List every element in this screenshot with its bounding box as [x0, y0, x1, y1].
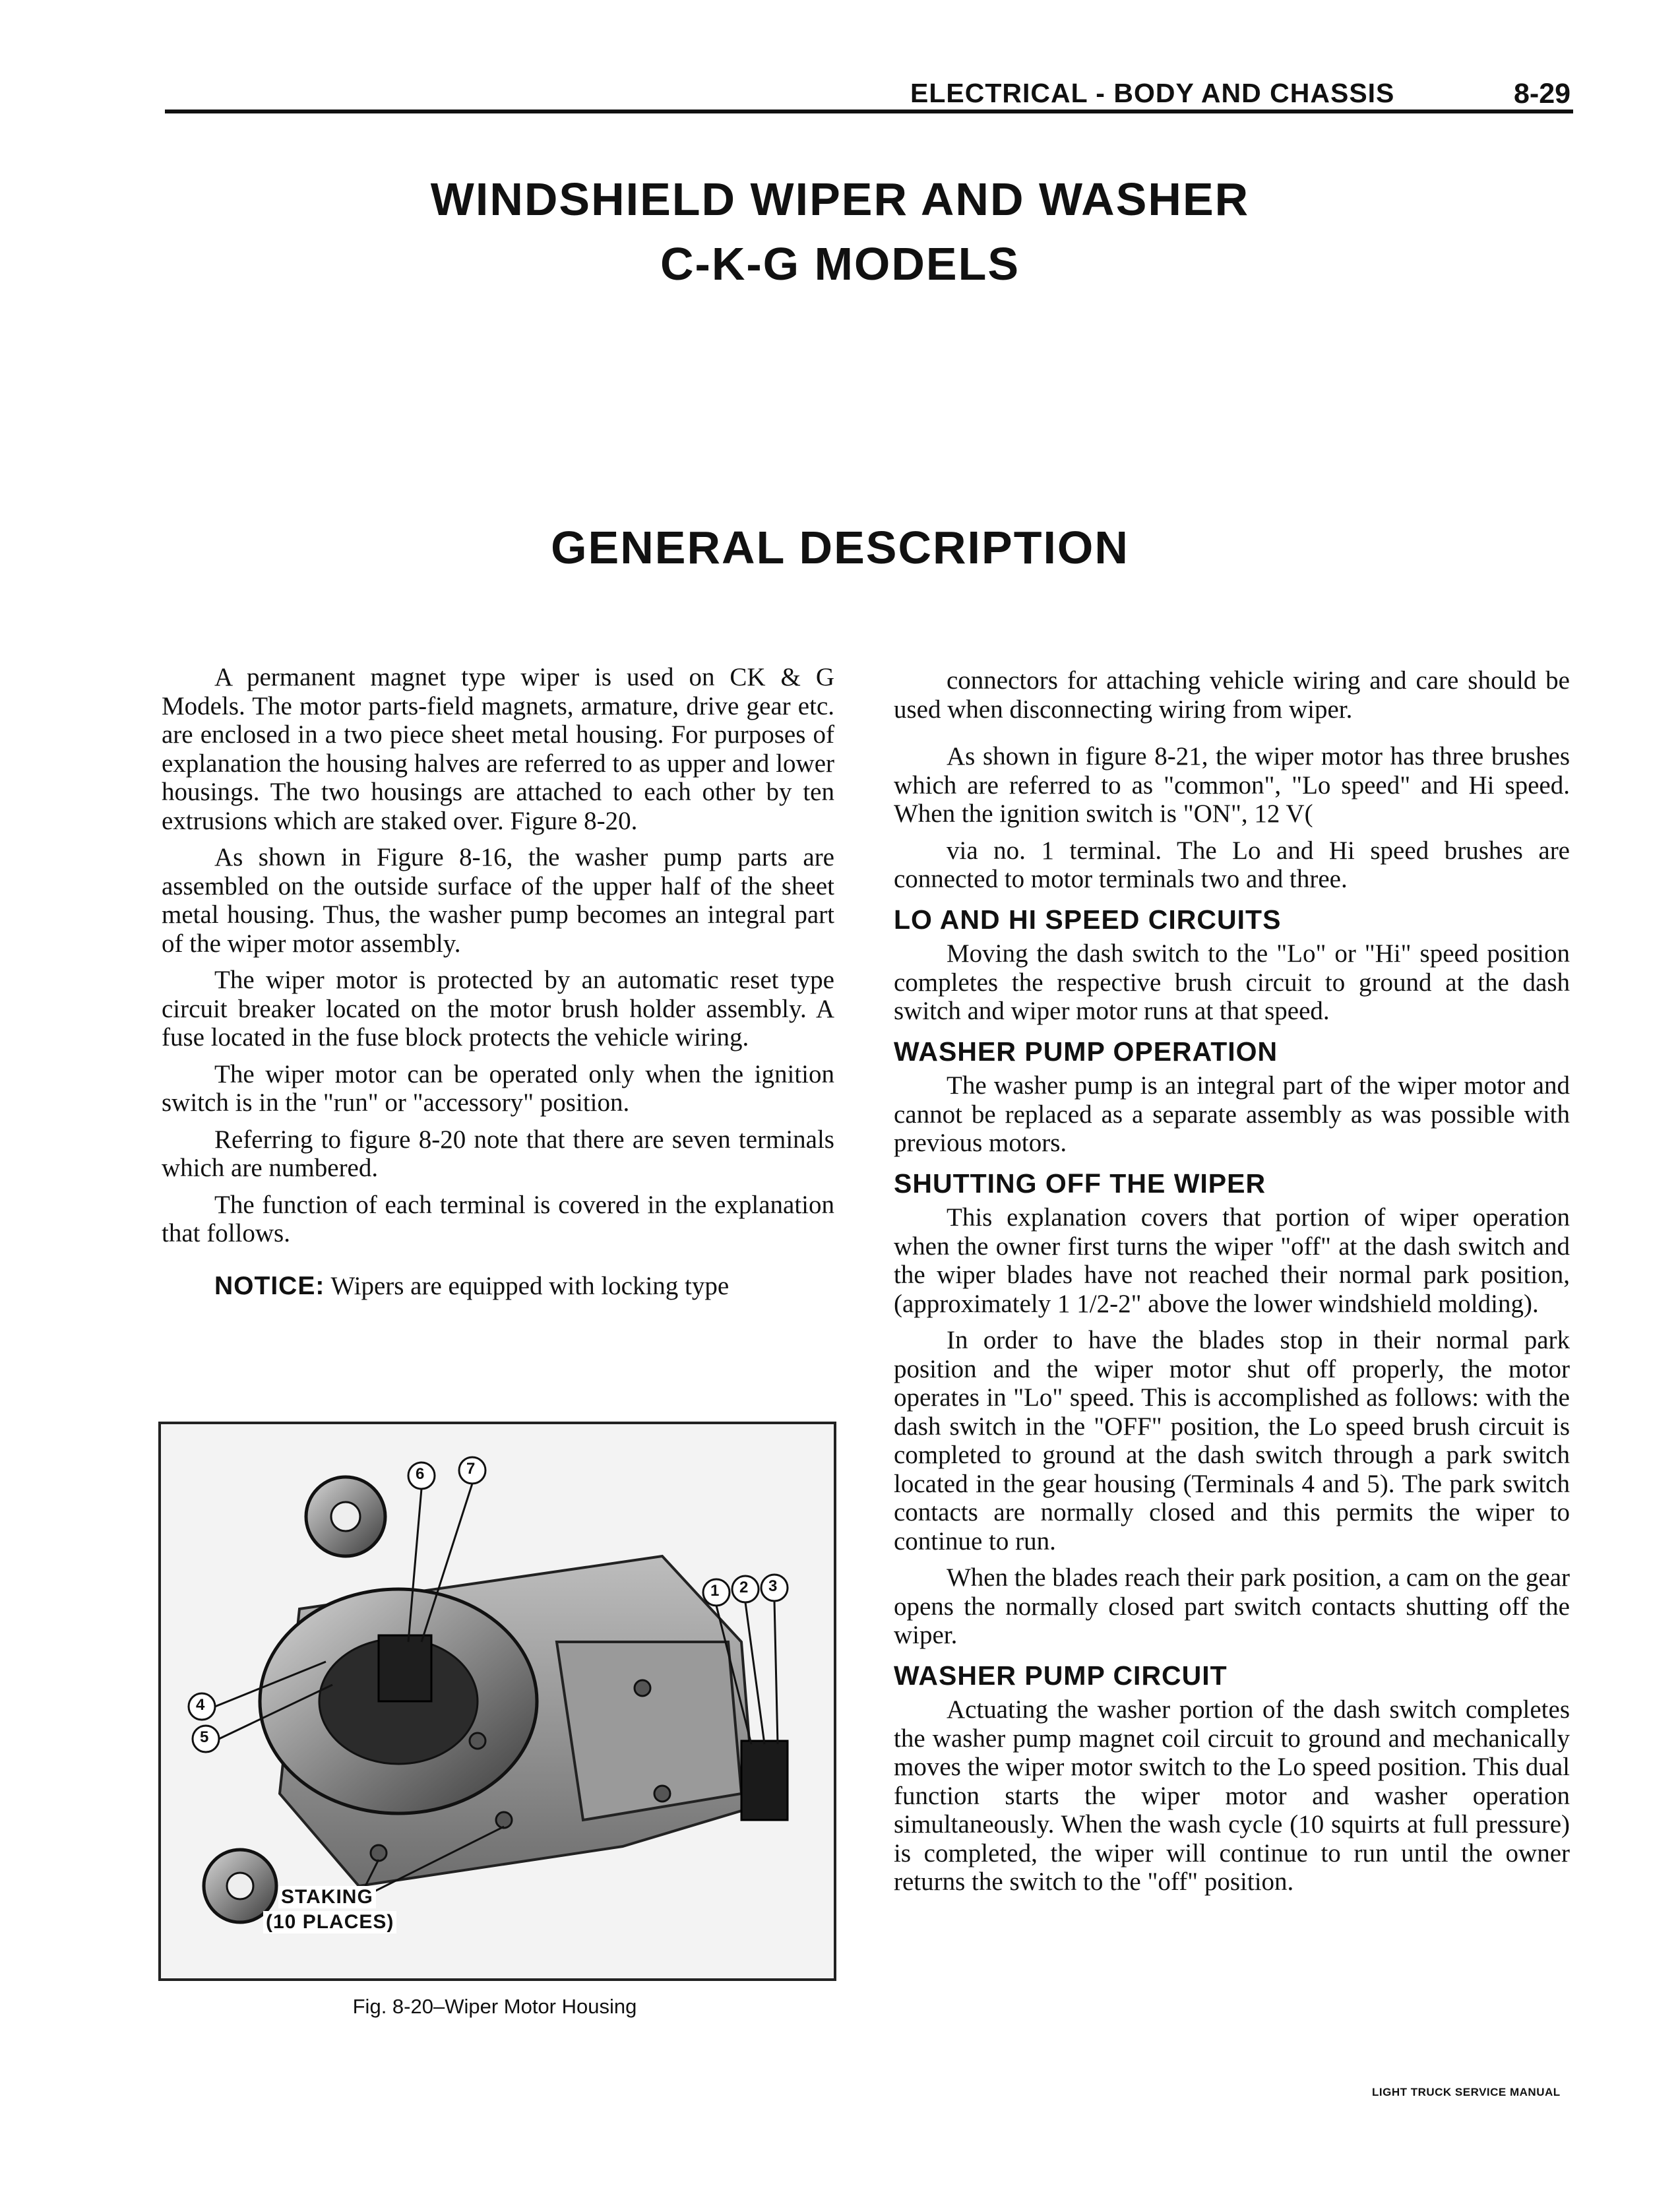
- terminal-connector: [741, 1741, 788, 1820]
- wiper-motor-illustration: [161, 1424, 834, 1978]
- header-rule: [165, 110, 1573, 113]
- subsection-heading: LO AND HI SPEED CIRCUITS: [894, 904, 1282, 935]
- paragraph: via no. 1 terminal. The Lo and Hi speed brushes are connected to motor terminals two and three.: [894, 836, 1570, 893]
- paragraph: Moving the dash switch to the "Lo" or "Hi" speed position completes the respective brush circuit to ground at the dash switch and wiper motor runs at that speed.: [894, 939, 1570, 1025]
- paragraph: A permanent magnet type wiper is used on CK & G Models. The motor parts-field magnets, armature, drive gear etc. are enclosed in a two piece sheet metal housing. For purposes of explanation the housing halves are referred to as upper and lower housings. The two housings are attached to each other by ten extrusions which are staked over. Figure 8-20.: [162, 663, 834, 835]
- paragraph: Referring to figure 8-20 note that there are seven terminals which are numbered.: [162, 1125, 834, 1182]
- page-number: 8-29: [1514, 78, 1571, 110]
- paragraph: The washer pump is an integral part of the wiper motor and cannot be replaced as a separate assembly as was possible with previous motors.: [894, 1071, 1570, 1157]
- subsection-heading: WASHER PUMP OPERATION: [894, 1036, 1278, 1067]
- callout-4: 4: [196, 1696, 206, 1714]
- section-heading: GENERAL DESCRIPTION: [551, 522, 1129, 573]
- staking-label-line-1: STAKING: [278, 1886, 376, 1908]
- callout-7: 7: [466, 1460, 476, 1478]
- paragraph: In order to have the blades stop in their normal park position and the wiper motor shut off properly, the motor operates in "Lo" speed. This is accomplished as follows: with the dash switch in the "OFF" position, the Lo speed brush circuit is completed to ground at the dash switch through a park switch located in the gear housing (Terminals 4 and 5). The park switch contacts are normally closed and this permits the wiper to continue to run.: [894, 1326, 1570, 1555]
- page-title-line-2: C-K-G MODELS: [660, 238, 1020, 290]
- gear-housing: [557, 1642, 741, 1820]
- paragraph: The function of each terminal is covered in the explanation that follows.: [162, 1190, 834, 1247]
- paragraph: The wiper motor is protected by an automatic reset type circuit breaker located on the motor brush holder assembly. A fuse located in the fuse block protects the vehicle wiring.: [162, 966, 834, 1052]
- paragraph: The wiper motor can be operated only when the ignition switch is in the "run" or "accessory" position.: [162, 1059, 834, 1117]
- footer-manual-title: LIGHT TRUCK SERVICE MANUAL: [1372, 2086, 1561, 2098]
- paragraph: This explanation covers that portion of wiper operation when the owner first turns the wiper "off" at the dash switch and the wiper blades have not reached their normal park position, (approximately 1 1/2-2" above the lower windshield molding).: [894, 1203, 1570, 1318]
- paragraph: When the blades reach their park position, a cam on the gear opens the normally closed part switch contacts shutting off the wiper.: [894, 1563, 1570, 1649]
- callout-5: 5: [200, 1728, 210, 1746]
- callout-1: 1: [710, 1582, 720, 1600]
- callout-6: 6: [416, 1465, 425, 1483]
- callout-3: 3: [768, 1577, 778, 1595]
- callout-2: 2: [739, 1579, 749, 1596]
- page-title-line-1: WINDSHIELD WIPER AND WASHER: [430, 173, 1250, 225]
- paragraph: connectors for attaching vehicle wiring and care should be used when disconnecting wiring from wiper.: [894, 666, 1570, 724]
- paragraph: As shown in figure 8-21, the wiper motor has three brushes which are referred to as "common", "Lo speed" and Hi speed. When the ignition switch is "ON", 12 V(: [894, 742, 1570, 828]
- notice-paragraph: [162, 1272, 834, 1301]
- paragraph: Actuating the washer portion of the dash switch completes the washer pump magnet coil circuit to ground and mechanically moves the wiper motor switch to the Lo speed position. This dual function starts the wiper motor and washer operation simultaneously. When the wash cycle (10 squirts at full pressure) is completed, the wiper will continue to run until the owner returns the switch to the "off" position.: [894, 1695, 1570, 1896]
- wiper-motor-figure: [158, 1422, 836, 1981]
- paragraph: As shown in Figure 8-16, the washer pump parts are assembled on the outside surface of the upper half of the sheet metal housing. Thus, the washer pump becomes an integral part of the wiper motor assembly.: [162, 843, 834, 958]
- notice-label: NOTICE:: [214, 1271, 325, 1300]
- notice-text: Wipers are equipped with locking type: [325, 1271, 730, 1300]
- subsection-heading: SHUTTING OFF THE WIPER: [894, 1168, 1266, 1199]
- running-header: ELECTRICAL - BODY AND CHASSIS: [910, 78, 1395, 108]
- figure-caption: Fig. 8-20–Wiper Motor Housing: [352, 1995, 637, 2018]
- right-column: [894, 666, 1570, 1904]
- staking-label-line-2: (10 PLACES): [263, 1911, 396, 1933]
- subsection-heading: WASHER PUMP CIRCUIT: [894, 1660, 1228, 1691]
- left-column: [162, 663, 834, 1308]
